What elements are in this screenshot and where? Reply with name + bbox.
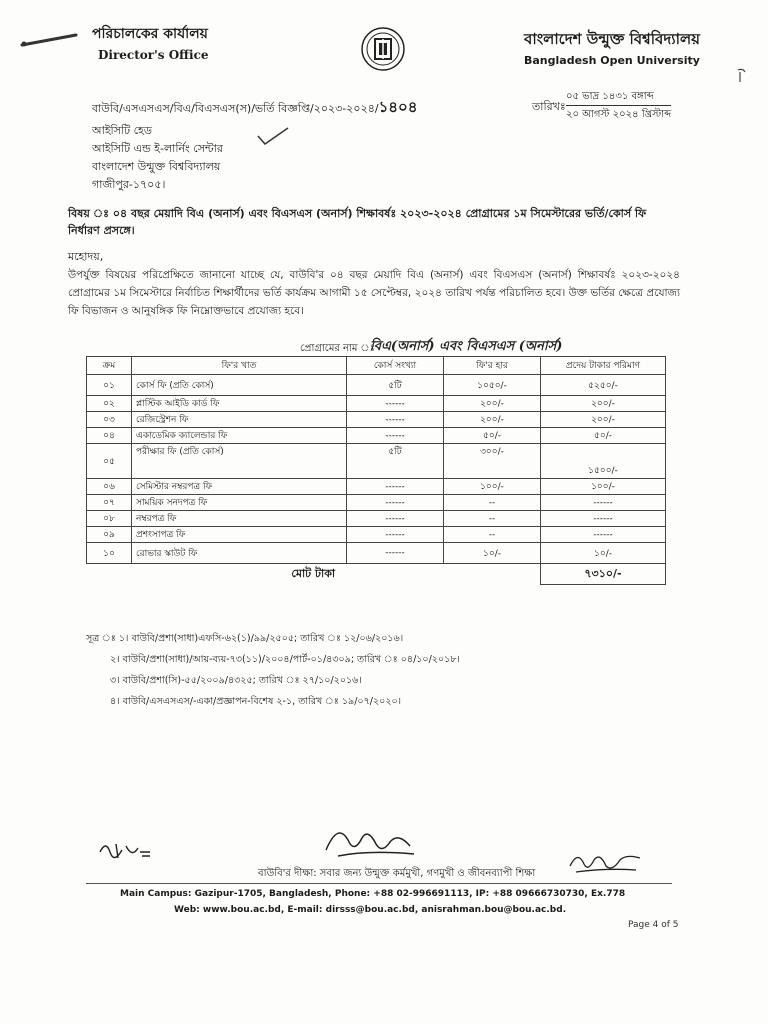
total-label: মোট টাকা <box>87 564 541 585</box>
table-row <box>87 375 666 396</box>
header-serial: ক্রম <box>87 357 132 375</box>
row-amount: ৫০/- <box>541 428 666 444</box>
fee-table-header <box>87 357 666 375</box>
margin-mark-icon <box>735 68 749 84</box>
row-course-count: ------ <box>347 543 444 564</box>
row-course-count: ------ <box>347 511 444 527</box>
footer-web-email: Web: www.bou.ac.bd, E-mail: dirsss@bou.ac.bd, anisrahman.bou@bou.ac.bd. <box>174 905 567 915</box>
row-rate: ১০/- <box>444 543 541 564</box>
table-row <box>87 527 666 543</box>
office-title-bn: পরিচালকের কার্যালয় <box>92 26 208 42</box>
row-rate: -- <box>444 495 541 511</box>
row-fee-head: প্লাস্টিক আইডি কার্ড ফি <box>132 396 347 412</box>
row-serial: ০৩ <box>87 412 132 428</box>
row-amount: ২০০/- <box>541 412 666 428</box>
recipient-line-2: আইসিটি এন্ড ই-লার্নিং সেন্টার <box>92 142 223 155</box>
row-fee-head: একাডেমিক ক্যালেন্ডার ফি <box>132 428 347 444</box>
body-paragraph: উপর্যুক্ত বিষয়ের পরিপ্রেক্ষিতে জানানো যাচ্ছে যে, বাউবি'র ০৪ বছর মেয়াদি বিএ (অনার্স) এবং বিএসএস (অনার্স) শিক্ষাবর্ষঃ ২০২৩-২০২৪ প্রোগ্রামের ১ম সিমেস্টারে নির্বাচিত শিক্ষার্থীদের ভর্তি কার্যক্রম আগামী ১৫ সেপ্টেম্বর, ২০২৪ তারিখ পর্যন্ত পরিচালিত হবে। উক্ত ভর্তির ক্ষেত্রে প্রযোজ্য ফি বিভাজন ও আনুষঙ্গিক ফি নিম্নোক্তভাবে প্রযোজ্য হবে। <box>68 269 680 317</box>
row-rate: -- <box>444 511 541 527</box>
memo-ref-prefix: বাউবি/এসএসএস/বিএ/বিএসএস(স)/ভর্তি বিজ্ঞপ্তি/২০২৩-২০২৪/ <box>92 102 379 115</box>
row-serial: ০৪ <box>87 428 132 444</box>
row-serial: ০৫ <box>87 444 132 479</box>
program-name-handwritten: বিএ(অনার্স) এবং বিএসএস (অনার্স) <box>370 339 563 354</box>
university-motto: বাউবি'র দীক্ষা: সবার জন্য উন্মুক্ত কর্মমুখী, গণমুখী ও জীবনব্যাপী শিক্ষা <box>258 868 536 879</box>
table-row <box>87 444 666 479</box>
row-course-count: ------ <box>347 396 444 412</box>
table-row <box>87 511 666 527</box>
references-list <box>86 628 460 712</box>
office-title-en: Director's Office <box>98 48 209 62</box>
header-fee-head: ফি'র খাত <box>132 357 347 375</box>
memo-reference <box>92 96 418 121</box>
reference-item: ৪। বাউবি/এসএসএস/-একা/প্রজ্ঞাপন-বিশেষ ২-১, তারিখ ঃ ১৯/০৭/২০২০। <box>110 696 402 707</box>
row-fee-head: নম্বরপত্র ফি <box>132 511 347 527</box>
recipient-line-3: বাংলাদেশ উন্মুক্ত বিশ্ববিদ্যালয় <box>92 160 221 173</box>
row-serial: ০৭ <box>87 495 132 511</box>
row-rate: ১০০/- <box>444 479 541 495</box>
table-row <box>87 479 666 495</box>
reference-item: ৩। বাউবি/প্রশা(সি)-৫৫/২০০৯/৪৩২৫; তারিখ ঃ ২৭/১০/২০১৬। <box>110 675 362 686</box>
initials-signature-icon <box>96 836 156 862</box>
date-bangla: ০৫ ভাদ্র ১৪৩১ বঙ্গাব্দ <box>566 91 654 102</box>
row-rate: ২০০/- <box>444 412 541 428</box>
memo-ref-number: ১৪০৪ <box>378 98 418 116</box>
date-gregorian: ২০ আগস্ট ২০২৪ খ্রিস্টাব্দ <box>566 105 671 124</box>
row-fee-head: পরীক্ষার ফি (প্রতি কোর্স) <box>132 444 347 479</box>
row-fee-head: রেজিস্ট্রেশন ফি <box>132 412 347 428</box>
table-row <box>87 396 666 412</box>
row-course-count: ------ <box>347 428 444 444</box>
row-course-count: ৫টি <box>347 375 444 396</box>
row-serial: ১০ <box>87 543 132 564</box>
row-rate: ৫০/- <box>444 428 541 444</box>
row-fee-head: প্রশংসাপত্র ফি <box>132 527 347 543</box>
total-row <box>87 564 666 585</box>
row-course-count: ------ <box>347 495 444 511</box>
row-amount: ১০/- <box>541 543 666 564</box>
fee-table <box>86 356 666 585</box>
program-label: প্রোগ্রামের নাম ঃ <box>300 343 375 354</box>
footer-divider <box>86 883 672 884</box>
row-fee-head: রোভার স্কাউট ফি <box>132 543 347 564</box>
row-rate: ১০৫০/- <box>444 375 541 396</box>
row-fee-head: কোর্স ফি (প্রতি কোর্স) <box>132 375 347 396</box>
header-rate: ফি'র হার <box>444 357 541 375</box>
table-row <box>87 495 666 511</box>
row-serial: ০৬ <box>87 479 132 495</box>
row-rate: ৩০০/- <box>444 444 541 479</box>
signature-icon <box>318 820 418 864</box>
reference-item: ২। বাউবি/প্রশা(সাধা)/আয়-ব্যয়-৭৩(১১)/২০০৪/পার্ট-০১/৪৩০৯; তারিখ ঃ ০৪/১০/২০১৮। <box>110 654 460 665</box>
university-title-en: Bangladesh Open University <box>524 54 700 67</box>
row-course-count: ------ <box>347 412 444 428</box>
recipient-line-1: আইসিটি হেড <box>92 124 152 137</box>
header-course-count: কোর্স সংখ্যা <box>347 357 444 375</box>
recipient-line-4: গাজীপুর-১৭০৫। <box>92 178 166 191</box>
total-amount: ৭৩১০/- <box>541 564 666 585</box>
university-title-bn: বাংলাদেশ উন্মুক্ত বিশ্ববিদ্যালয় <box>524 30 700 48</box>
salutation: মহোদয়, <box>68 250 104 263</box>
row-amount: ------ <box>541 511 666 527</box>
row-amount: ১৫০০/- <box>541 444 666 479</box>
row-serial: ০২ <box>87 396 132 412</box>
table-row <box>87 412 666 428</box>
subject-line: বিষয় ঃ ০৪ বছর মেয়াদি বিএ (অনার্স) এবং বিএসএস (অনার্স) শিক্ষাবর্ষঃ ২০২৩-২০২৪ প্রোগ্রামের ১ম সিমেস্টারের ভর্তি/কোর্স ফি নির্ধারণ প্রসঙ্গে। <box>68 207 647 237</box>
references-prefix: সূত্র ঃ <box>86 633 116 644</box>
reference-item: সূত্র ঃ ১। বাউবি/প্রশা(সাধা)এফসি-৬২(১)/৯৯/২৫০৫; তারিখ ঃ ১২/০৬/২০১৬। <box>86 633 404 644</box>
row-course-count: ৫টি <box>347 444 444 479</box>
row-rate: ২০০/- <box>444 396 541 412</box>
row-rate: -- <box>444 527 541 543</box>
table-row <box>87 543 666 564</box>
page-number: Page 4 of 5 <box>628 920 679 930</box>
row-course-count: ------ <box>347 479 444 495</box>
row-serial: ০১ <box>87 375 132 396</box>
row-amount: ------ <box>541 495 666 511</box>
row-course-count: ------ <box>347 527 444 543</box>
header-amount: প্রদেয় টাকার পরিমাণ <box>541 357 666 375</box>
row-fee-head: সাময়িক সনদপত্র ফি <box>132 495 347 511</box>
row-amount: ৫২৫০/- <box>541 375 666 396</box>
pen-mark-icon <box>20 32 80 48</box>
countersignature-icon <box>566 846 646 876</box>
footer-campus-address: Main Campus: Gazipur-1705, Bangladesh, Phone: +88 02-996691113, IP: +88 09666730730, Ex.778 <box>120 889 626 899</box>
checkmark-icon <box>256 126 290 146</box>
row-fee-head: সেমিস্টার নম্বরপত্র ফি <box>132 479 347 495</box>
row-serial: ০৯ <box>87 527 132 543</box>
row-amount: ১০০/- <box>541 479 666 495</box>
table-row <box>87 428 666 444</box>
date-label: তারিখঃ <box>532 100 566 113</box>
university-seal-icon <box>360 26 406 72</box>
row-serial: ০৮ <box>87 511 132 527</box>
row-amount: ------ <box>541 527 666 543</box>
row-amount: ২০০/- <box>541 396 666 412</box>
